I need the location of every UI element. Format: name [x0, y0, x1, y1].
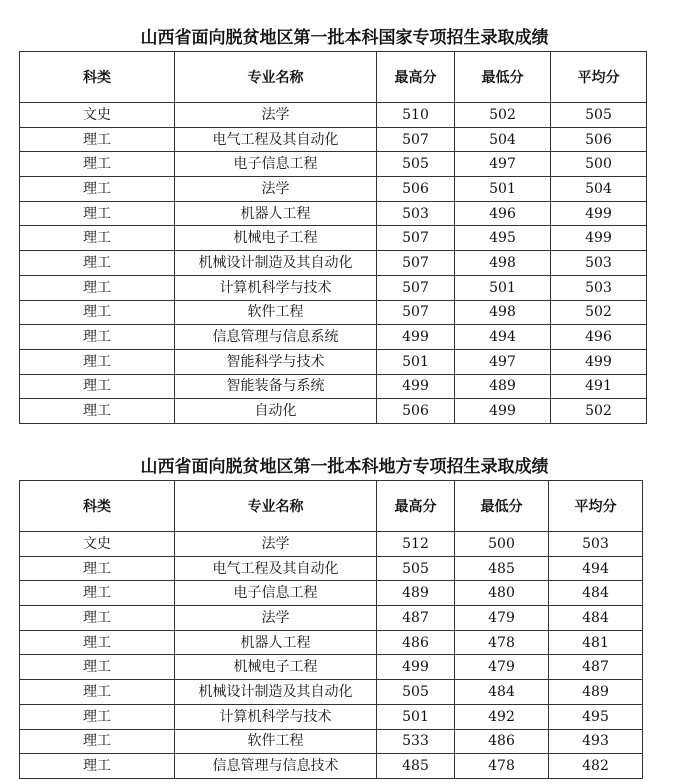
table2-title: 山西省面向脱贫地区第一批本科地方专项招生录取成绩: [140, 457, 549, 477]
cell-avg-score: 487: [549, 655, 643, 680]
cell-major: 机器人工程: [175, 201, 377, 226]
cell-category: 理工: [20, 127, 175, 152]
cell-category: 文史: [20, 103, 175, 128]
cell-avg-score: 491: [551, 374, 647, 399]
cell-min-score: 485: [455, 556, 549, 581]
header-major: 专业名称: [175, 481, 377, 532]
cell-avg-score: 503: [551, 251, 647, 276]
header-avg-score: 平均分: [549, 481, 643, 532]
cell-major: 机器人工程: [175, 630, 377, 655]
table-row: [20, 532, 643, 557]
cell-min-score: 496: [455, 201, 551, 226]
table-row: [20, 127, 647, 152]
cell-avg-score: 502: [551, 399, 647, 424]
cell-min-score: 501: [455, 275, 551, 300]
cell-max-score: 507: [377, 275, 455, 300]
table-header-row: [20, 52, 647, 103]
table-row: [20, 349, 647, 374]
table-row: [20, 300, 647, 325]
table-row: [20, 103, 647, 128]
cell-avg-score: 502: [551, 300, 647, 325]
cell-major: 法学: [175, 103, 377, 128]
cell-major: 电气工程及其自动化: [175, 127, 377, 152]
cell-avg-score: 489: [549, 680, 643, 705]
cell-major: 软件工程: [175, 729, 377, 754]
cell-min-score: 489: [455, 374, 551, 399]
cell-category: 理工: [20, 177, 175, 202]
cell-category: 理工: [20, 349, 175, 374]
cell-category: 理工: [20, 581, 175, 606]
cell-min-score: 486: [455, 729, 549, 754]
cell-avg-score: 504: [551, 177, 647, 202]
table2-body: [20, 532, 643, 779]
cell-max-score: 503: [377, 201, 455, 226]
table-row: [20, 680, 643, 705]
table-row: [20, 630, 643, 655]
table-row: [20, 275, 647, 300]
cell-min-score: 480: [455, 581, 549, 606]
cell-max-score: 507: [377, 300, 455, 325]
header-min-score: 最低分: [455, 52, 551, 103]
header-category: 科类: [20, 52, 175, 103]
cell-min-score: 497: [455, 152, 551, 177]
cell-avg-score: 499: [551, 349, 647, 374]
cell-avg-score: 503: [549, 532, 643, 557]
cell-category: 文史: [20, 532, 175, 557]
cell-category: 理工: [20, 754, 175, 779]
header-max-score: 最高分: [377, 481, 455, 532]
cell-avg-score: 503: [551, 275, 647, 300]
header-avg-score: 平均分: [551, 52, 647, 103]
table-row: [20, 704, 643, 729]
cell-min-score: 497: [455, 349, 551, 374]
cell-major: 计算机科学与技术: [175, 275, 377, 300]
cell-max-score: 512: [377, 532, 455, 557]
cell-max-score: 499: [377, 325, 455, 350]
local-special-admission-table: [19, 480, 643, 779]
table1-title: 山西省面向脱贫地区第一批本科国家专项招生录取成绩: [140, 28, 549, 48]
header-min-score: 最低分: [455, 481, 549, 532]
cell-max-score: 533: [377, 729, 455, 754]
cell-min-score: 478: [455, 630, 549, 655]
header-max-score: 最高分: [377, 52, 455, 103]
cell-major: 机械设计制造及其自动化: [175, 680, 377, 705]
cell-major: 信息管理与信息系统: [175, 325, 377, 350]
cell-min-score: 479: [455, 606, 549, 631]
cell-category: 理工: [20, 226, 175, 251]
cell-category: 理工: [20, 630, 175, 655]
table-row: [20, 152, 647, 177]
cell-min-score: 499: [455, 399, 551, 424]
cell-avg-score: 495: [549, 704, 643, 729]
cell-major: 智能装备与系统: [175, 374, 377, 399]
table-header-row: [20, 481, 643, 532]
cell-major: 机械设计制造及其自动化: [175, 251, 377, 276]
cell-min-score: 484: [455, 680, 549, 705]
header-major: 专业名称: [175, 52, 377, 103]
cell-category: 理工: [20, 152, 175, 177]
cell-max-score: 485: [377, 754, 455, 779]
table-row: [20, 556, 643, 581]
cell-avg-score: 484: [549, 606, 643, 631]
cell-min-score: 492: [455, 704, 549, 729]
cell-avg-score: 499: [551, 201, 647, 226]
cell-max-score: 510: [377, 103, 455, 128]
cell-major: 机械电子工程: [175, 226, 377, 251]
table-row: [20, 581, 643, 606]
cell-avg-score: 506: [551, 127, 647, 152]
cell-major: 法学: [175, 177, 377, 202]
cell-max-score: 501: [377, 349, 455, 374]
cell-min-score: 494: [455, 325, 551, 350]
cell-category: 理工: [20, 606, 175, 631]
cell-avg-score: 482: [549, 754, 643, 779]
table-row: [20, 251, 647, 276]
table-row: [20, 729, 643, 754]
cell-max-score: 506: [377, 399, 455, 424]
cell-category: 理工: [20, 325, 175, 350]
cell-max-score: 499: [377, 655, 455, 680]
table-row: [20, 325, 647, 350]
cell-category: 理工: [20, 399, 175, 424]
cell-major: 计算机科学与技术: [175, 704, 377, 729]
table1-body: [20, 103, 647, 424]
cell-category: 理工: [20, 729, 175, 754]
table-row: [20, 374, 647, 399]
cell-min-score: 501: [455, 177, 551, 202]
cell-major: 智能科学与技术: [175, 349, 377, 374]
cell-category: 理工: [20, 556, 175, 581]
cell-major: 电气工程及其自动化: [175, 556, 377, 581]
table-row: [20, 399, 647, 424]
cell-max-score: 489: [377, 581, 455, 606]
cell-category: 理工: [20, 275, 175, 300]
cell-avg-score: 481: [549, 630, 643, 655]
table-row: [20, 177, 647, 202]
table-row: [20, 606, 643, 631]
cell-max-score: 507: [377, 226, 455, 251]
cell-max-score: 501: [377, 704, 455, 729]
cell-max-score: 506: [377, 177, 455, 202]
table-row: [20, 226, 647, 251]
cell-avg-score: 494: [549, 556, 643, 581]
cell-min-score: 495: [455, 226, 551, 251]
cell-category: 理工: [20, 300, 175, 325]
cell-category: 理工: [20, 704, 175, 729]
cell-major: 电子信息工程: [175, 152, 377, 177]
cell-major: 软件工程: [175, 300, 377, 325]
cell-min-score: 498: [455, 300, 551, 325]
cell-major: 法学: [175, 532, 377, 557]
cell-max-score: 505: [377, 680, 455, 705]
cell-major: 法学: [175, 606, 377, 631]
cell-max-score: 486: [377, 630, 455, 655]
cell-min-score: 500: [455, 532, 549, 557]
cell-min-score: 498: [455, 251, 551, 276]
cell-max-score: 507: [377, 251, 455, 276]
cell-avg-score: 484: [549, 581, 643, 606]
table-row: [20, 655, 643, 680]
cell-major: 机械电子工程: [175, 655, 377, 680]
cell-max-score: 487: [377, 606, 455, 631]
cell-min-score: 502: [455, 103, 551, 128]
cell-min-score: 479: [455, 655, 549, 680]
cell-avg-score: 493: [549, 729, 643, 754]
cell-max-score: 505: [377, 152, 455, 177]
cell-avg-score: 499: [551, 226, 647, 251]
cell-category: 理工: [20, 680, 175, 705]
cell-category: 理工: [20, 655, 175, 680]
cell-avg-score: 500: [551, 152, 647, 177]
cell-max-score: 499: [377, 374, 455, 399]
cell-avg-score: 505: [551, 103, 647, 128]
table-row: [20, 201, 647, 226]
header-category: 科类: [20, 481, 175, 532]
cell-avg-score: 496: [551, 325, 647, 350]
cell-category: 理工: [20, 201, 175, 226]
cell-max-score: 505: [377, 556, 455, 581]
national-special-admission-table: [19, 51, 647, 424]
cell-category: 理工: [20, 374, 175, 399]
cell-major: 电子信息工程: [175, 581, 377, 606]
cell-major: 信息管理与信息技术: [175, 754, 377, 779]
table-row: [20, 754, 643, 779]
cell-major: 自动化: [175, 399, 377, 424]
cell-min-score: 504: [455, 127, 551, 152]
cell-category: 理工: [20, 251, 175, 276]
cell-min-score: 478: [455, 754, 549, 779]
cell-max-score: 507: [377, 127, 455, 152]
